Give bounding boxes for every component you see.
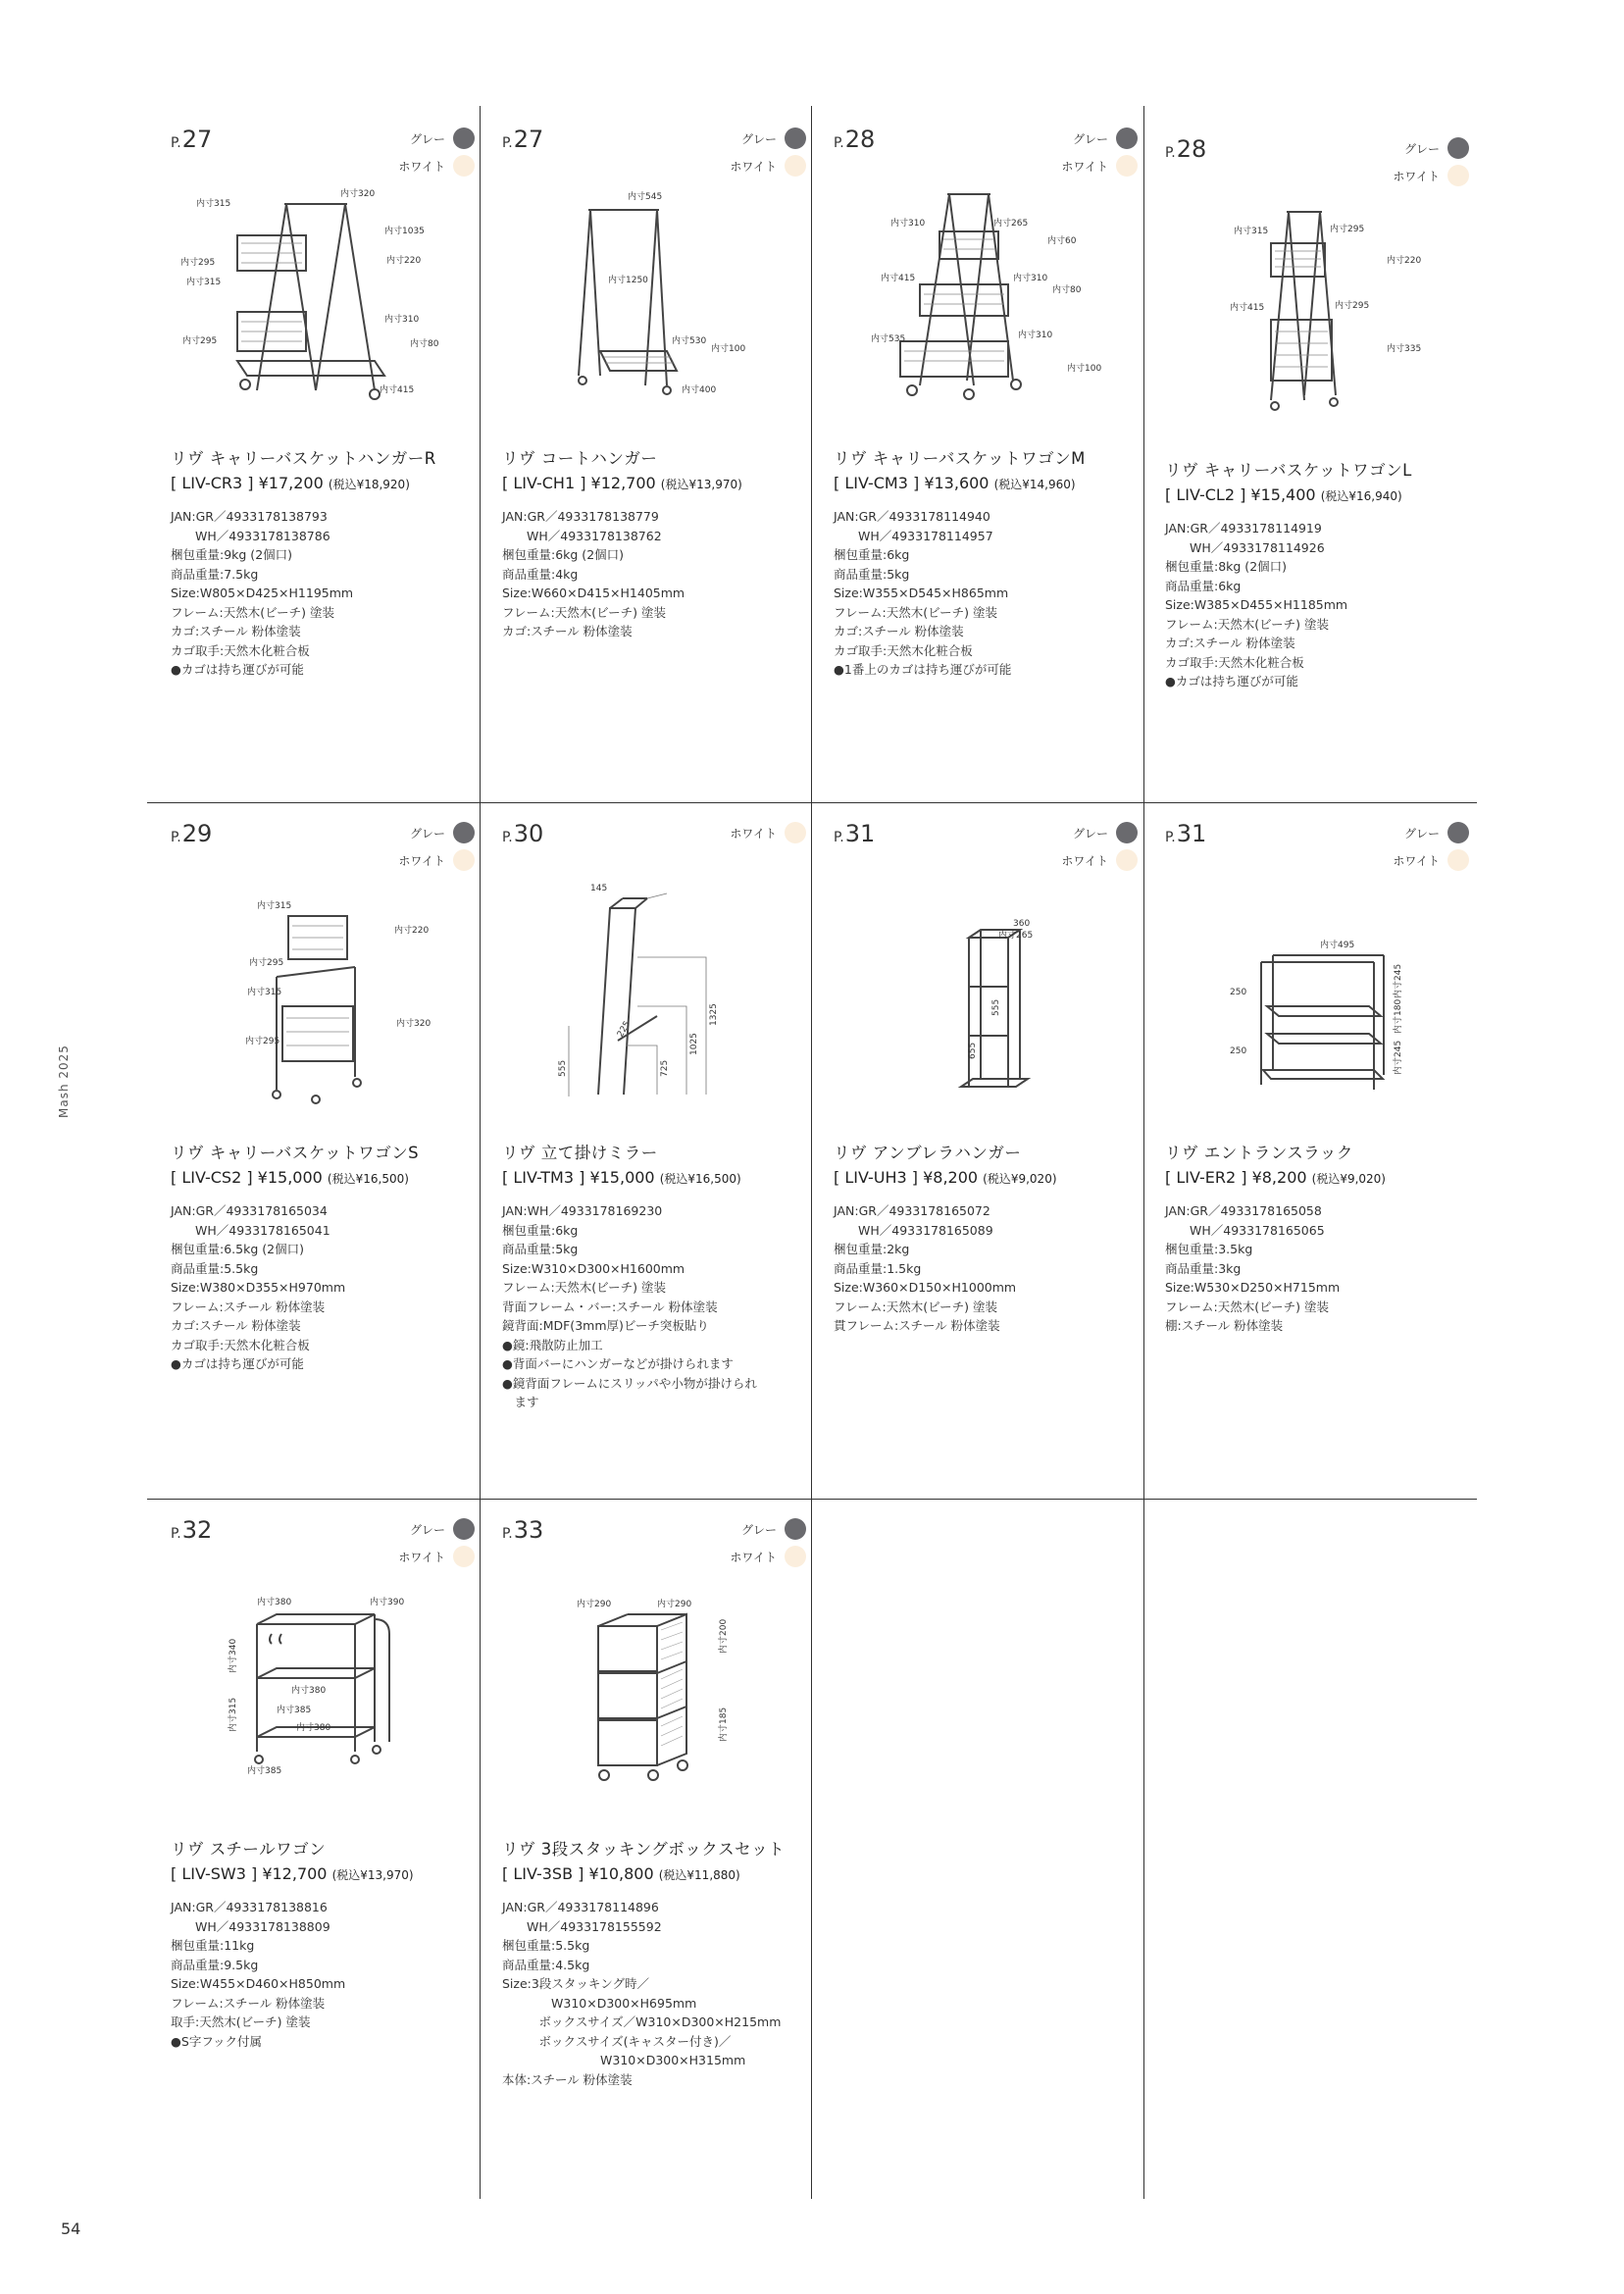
- white-swatch: [785, 822, 806, 843]
- product-code-price: [ LIV-CS2 ] ¥15,000 (税込¥16,500): [171, 1168, 409, 1187]
- color-option-white: ホワイト: [1393, 165, 1469, 186]
- product-specs: JAN:GR／4933178114896 WH／4933178155592 梱包重量:5.5kg 商品重量:4.5kg Size:3段スタッキング時／ W310×D300×H695mm ボックスサイズ／W310×D300×H215mm ボックスサイズ(キャスター付き)／ W310×D300×H315mm 本体:スチール 粉体塗装: [502, 1900, 782, 2087]
- product-cell-liv-ch1: [490, 126, 820, 812]
- product-specs: JAN:GR／4933178114919 WH／4933178114926 梱包重量:8kg (2個口) 商品重量:6kg Size:W385×D455×H1185mm フレーム:天然木(ビーチ) 塗装 カゴ:スチール 粉体塗装 カゴ取手:天然木化粧合板 ●カゴは持ち運びが可能: [1165, 521, 1348, 688]
- dim-label: 内寸310: [890, 219, 926, 229]
- dim-label: 内寸545: [628, 192, 663, 202]
- product-specs: JAN:GR／4933178165034 WH／4933178165041 梱包重量:6.5kg (2個口) 商品重量:5.5kg Size:W380×D355×H970mm フレーム:スチール 粉体塗装 カゴ:スチール 粉体塗装 カゴ取手:天然木化粧合板 ●カゴは持ち運びが可能: [171, 1203, 346, 1371]
- dim-label: 内寸100: [1067, 364, 1102, 374]
- color-option-grey: グレー: [1404, 137, 1469, 159]
- dim-label: 内寸185: [719, 1707, 729, 1742]
- color-option-grey: グレー: [741, 127, 806, 149]
- product-specs: JAN:GR／4933178138779 WH／4933178138762 梱包重量:6kg (2個口) 商品重量:4kg Size:W660×D415×H1405mm フレーム:天然木(ビーチ) 塗装 カゴ:スチール 粉体塗装: [502, 509, 685, 638]
- dim-label: 内寸220: [394, 926, 430, 936]
- color-option-white: ホワイト: [730, 155, 806, 177]
- dim-label: 内寸1035: [384, 227, 425, 236]
- white-swatch: [453, 155, 475, 177]
- dim-label: 内寸265: [998, 931, 1034, 941]
- product-specs: JAN:WH／4933178169230 梱包重量:6kg 商品重量:5kg Size:W310×D300×H1600mm フレーム:天然木(ビーチ) 塗装 背面フレーム・バー:スチール 粉体塗装 鏡背面:MDF(3mm厚)ビーチ突板貼り ●鏡:飛散防止加工 ●背面バーにハンガーなどが掛けられます ●鏡背面フレームにスリッパや小物が掛けられ ます: [502, 1203, 757, 1409]
- dim-label: 655: [968, 1042, 978, 1059]
- white-swatch: [1447, 849, 1469, 871]
- grey-swatch: [1116, 822, 1138, 843]
- dim-label: 内寸245: [1394, 1040, 1403, 1075]
- product-illustration: [178, 1565, 473, 1801]
- white-swatch: [1116, 155, 1138, 177]
- dim-label: 内寸315: [247, 988, 282, 997]
- dim-label: 内寸530: [672, 336, 707, 346]
- catalog-page-ref: P.28: [1165, 135, 1207, 163]
- white-swatch: [785, 155, 806, 177]
- product-name: リヴ スチールワゴン: [171, 1840, 327, 1859]
- product-specs: JAN:GR／4933178165072 WH／4933178165089 梱包重量:2kg 商品重量:1.5kg Size:W360×D150×H1000mm フレーム:天然木(ビーチ) 塗装 貫フレーム:スチール 粉体塗装: [834, 1203, 1017, 1333]
- color-option-white: ホワイト: [398, 849, 475, 871]
- dim-label: 内寸315: [1234, 227, 1269, 236]
- product-illustration: [1173, 194, 1467, 430]
- dim-label: 内寸310: [384, 315, 420, 325]
- dim-label: 1325: [709, 1003, 719, 1026]
- product-code-price: [ LIV-TM3 ] ¥15,000 (税込¥16,500): [502, 1168, 741, 1187]
- grey-swatch: [1447, 822, 1469, 843]
- dim-label: 内寸80: [1052, 285, 1082, 295]
- dim-label: 内寸200: [719, 1618, 729, 1654]
- dim-label: 内寸315: [228, 1697, 238, 1732]
- product-cell-liv-er2: [1153, 820, 1483, 1506]
- product-name: リヴ キャリーバスケットハンガーR: [171, 449, 436, 468]
- dim-label: 145: [590, 884, 608, 893]
- dim-label: 内寸415: [881, 274, 916, 283]
- grey-swatch: [1116, 127, 1138, 149]
- grey-swatch: [785, 127, 806, 149]
- product-code-price: [ LIV-UH3 ] ¥8,200 (税込¥9,020): [834, 1168, 1057, 1187]
- dim-label: 内寸340: [228, 1638, 238, 1673]
- white-swatch: [453, 1546, 475, 1567]
- product-name: リヴ 3段スタッキングボックスセット: [502, 1840, 786, 1859]
- product-cell-liv-cr3: [159, 126, 488, 812]
- dim-label: 内寸80: [410, 339, 439, 349]
- product-cell-liv-uh3: [822, 820, 1151, 1506]
- product-code-price: [ LIV-SW3 ] ¥12,700 (税込¥13,970): [171, 1864, 414, 1883]
- color-option-white: ホワイト: [1061, 155, 1138, 177]
- color-option-grey: グレー: [410, 1518, 475, 1540]
- product-specs: JAN:GR／4933178138793 WH／4933178138786 梱包重量:9kg (2個口) 商品重量:7.5kg Size:W805×D425×H1195mm フレーム:天然木(ビーチ) 塗装 カゴ:スチール 粉体塗装 カゴ取手:天然木化粧合板 ●カゴは持ち運びが可能: [171, 509, 354, 677]
- white-swatch: [453, 849, 475, 871]
- dim-label: 内寸335: [1387, 344, 1422, 354]
- dim-label: 内寸380: [257, 1598, 292, 1607]
- dim-label: 内寸315: [186, 278, 222, 287]
- product-illustration: [510, 175, 804, 410]
- grey-swatch: [1447, 137, 1469, 159]
- dim-label: 内寸320: [396, 1019, 431, 1029]
- color-option-grey: グレー: [741, 1518, 806, 1540]
- dim-label: 内寸245: [1394, 963, 1403, 998]
- catalog-page-ref: P.31: [834, 820, 876, 847]
- dim-label: 内寸310: [1018, 331, 1053, 340]
- product-code-price: [ LIV-CM3 ] ¥13,600 (税込¥14,960): [834, 474, 1076, 492]
- grey-swatch: [785, 1518, 806, 1540]
- dim-label: 内寸295: [180, 258, 216, 268]
- product-cell-liv-cl2: [1153, 126, 1483, 812]
- dim-label: 内寸220: [1387, 256, 1422, 266]
- white-swatch: [1447, 165, 1469, 186]
- catalog-page-ref: P.30: [502, 820, 544, 847]
- product-code-price: [ LIV-3SB ] ¥10,800 (税込¥11,880): [502, 1864, 740, 1883]
- dim-label: 内寸390: [370, 1598, 405, 1607]
- dim-label: 内寸295: [245, 1037, 280, 1046]
- grey-swatch: [453, 1518, 475, 1540]
- product-specs: JAN:GR／4933178138816 WH／4933178138809 梱包重量:11kg 商品重量:9.5kg Size:W455×D460×H850mm フレーム:スチール 粉体塗装 取手:天然木(ビーチ) 塗装 ●S字フック付属: [171, 1900, 346, 2049]
- product-illustration: [178, 175, 473, 410]
- dim-label: 内寸415: [1230, 303, 1265, 313]
- color-option-grey: グレー: [410, 822, 475, 843]
- dim-label: 内寸415: [380, 385, 415, 395]
- dim-label: 内寸220: [386, 256, 422, 266]
- color-option-grey: グレー: [1073, 822, 1138, 843]
- dim-label: 内寸180: [1394, 998, 1403, 1034]
- dim-label: 内寸380: [291, 1686, 327, 1696]
- dim-label: 内寸1250: [608, 276, 648, 285]
- dim-label: 内寸400: [682, 385, 717, 395]
- product-illustration: [510, 1565, 804, 1801]
- white-swatch: [785, 1546, 806, 1567]
- product-name: リヴ キャリーバスケットワゴンL: [1165, 461, 1412, 480]
- product-code-price: [ LIV-CL2 ] ¥15,400 (税込¥16,940): [1165, 485, 1402, 504]
- grey-swatch: [453, 822, 475, 843]
- product-name: リヴ コートハンガー: [502, 449, 658, 468]
- dim-label: 内寸310: [1013, 274, 1048, 283]
- product-name: リヴ アンブレラハンガー: [834, 1144, 1022, 1162]
- product-cell-liv-sw3: [159, 1516, 488, 2203]
- product-code-price: [ LIV-CR3 ] ¥17,200 (税込¥18,920): [171, 474, 410, 492]
- product-illustration: [841, 175, 1136, 410]
- dim-label: 内寸295: [1330, 225, 1365, 234]
- product-cell-liv-cm3: [822, 126, 1151, 812]
- dim-label: 1025: [689, 1033, 699, 1055]
- product-illustration: [841, 869, 1136, 1104]
- dim-label: 内寸315: [257, 901, 292, 911]
- dim-label: 555: [991, 998, 1001, 1016]
- product-name: リヴ 立て掛けミラー: [502, 1144, 658, 1162]
- dim-label: 内寸320: [340, 189, 376, 199]
- dim-label: 内寸535: [871, 334, 906, 344]
- dim-label: 内寸290: [657, 1600, 692, 1609]
- grey-swatch: [453, 127, 475, 149]
- color-option-white: ホワイト: [730, 1546, 806, 1567]
- product-name: リヴ エントランスラック: [1165, 1144, 1353, 1162]
- dim-label: 内寸495: [1320, 941, 1355, 950]
- product-illustration: [510, 869, 804, 1104]
- dim-label: 内寸385: [277, 1706, 312, 1715]
- dim-label: 内寸295: [182, 336, 218, 346]
- dim-label: 360: [1013, 919, 1031, 929]
- color-option-white: ホワイト: [1061, 849, 1138, 871]
- dim-label: 内寸315: [196, 199, 231, 209]
- dim-label: 内寸60: [1047, 236, 1077, 246]
- dim-label: 内寸385: [247, 1766, 282, 1776]
- dim-label: 内寸100: [711, 344, 746, 354]
- color-option-white: ホワイト: [398, 1546, 475, 1567]
- product-cell-liv-cs2: [159, 820, 488, 1506]
- product-illustration: [1173, 869, 1467, 1104]
- dim-label: 250: [1230, 988, 1247, 997]
- dim-label: 内寸295: [1335, 301, 1370, 311]
- catalog-page-ref: P.27: [502, 126, 544, 153]
- color-option-white: ホワイト: [730, 822, 806, 843]
- page-number: 54: [61, 2219, 81, 2238]
- catalog-page-ref: P.31: [1165, 820, 1207, 847]
- product-specs: JAN:GR／4933178165058 WH／4933178165065 梱包重量:3.5kg 商品重量:3kg Size:W530×D250×H715mm フレーム:天然木(ビーチ) 塗装 棚:スチール 粉体塗装: [1165, 1203, 1341, 1333]
- color-option-grey: グレー: [410, 127, 475, 149]
- product-code-price: [ LIV-CH1 ] ¥12,700 (税込¥13,970): [502, 474, 742, 492]
- dim-label: 725: [660, 1059, 670, 1077]
- dim-label: 内寸290: [577, 1600, 612, 1609]
- color-option-white: ホワイト: [1393, 849, 1469, 871]
- product-name: リヴ キャリーバスケットワゴンM: [834, 449, 1086, 468]
- dim-label: 内寸380: [296, 1723, 331, 1733]
- catalog-side-label: Mash 2025: [57, 1045, 71, 1118]
- product-cell-liv-tm3: [490, 820, 820, 1506]
- color-option-grey: グレー: [1073, 127, 1138, 149]
- product-name: リヴ キャリーバスケットワゴンS: [171, 1144, 420, 1162]
- catalog-page-ref: P.33: [502, 1516, 544, 1544]
- catalog-page-ref: P.28: [834, 126, 876, 153]
- dim-label: 内寸265: [993, 219, 1029, 229]
- product-code-price: [ LIV-ER2 ] ¥8,200 (税込¥9,020): [1165, 1168, 1386, 1187]
- dim-label: 225: [615, 1019, 634, 1040]
- catalog-page-ref: P.27: [171, 126, 213, 153]
- color-option-white: ホワイト: [398, 155, 475, 177]
- product-specs: JAN:GR／4933178114940 WH／4933178114957 梱包重量:6kg 商品重量:5kg Size:W355×D545×H865mm フレーム:天然木(ビーチ) 塗装 カゴ:スチール 粉体塗装 カゴ取手:天然木化粧合板 ●1番上のカゴは持ち運びが可能: [834, 509, 1012, 677]
- dim-label: 555: [558, 1059, 568, 1077]
- dim-label: 250: [1230, 1046, 1247, 1056]
- product-illustration: [178, 869, 473, 1104]
- product-cell-liv-3sb: [490, 1516, 820, 2203]
- white-swatch: [1116, 849, 1138, 871]
- color-option-grey: グレー: [1404, 822, 1469, 843]
- dim-label: 内寸295: [249, 958, 284, 968]
- catalog-page-ref: P.32: [171, 1516, 213, 1544]
- catalog-page-ref: P.29: [171, 820, 213, 847]
